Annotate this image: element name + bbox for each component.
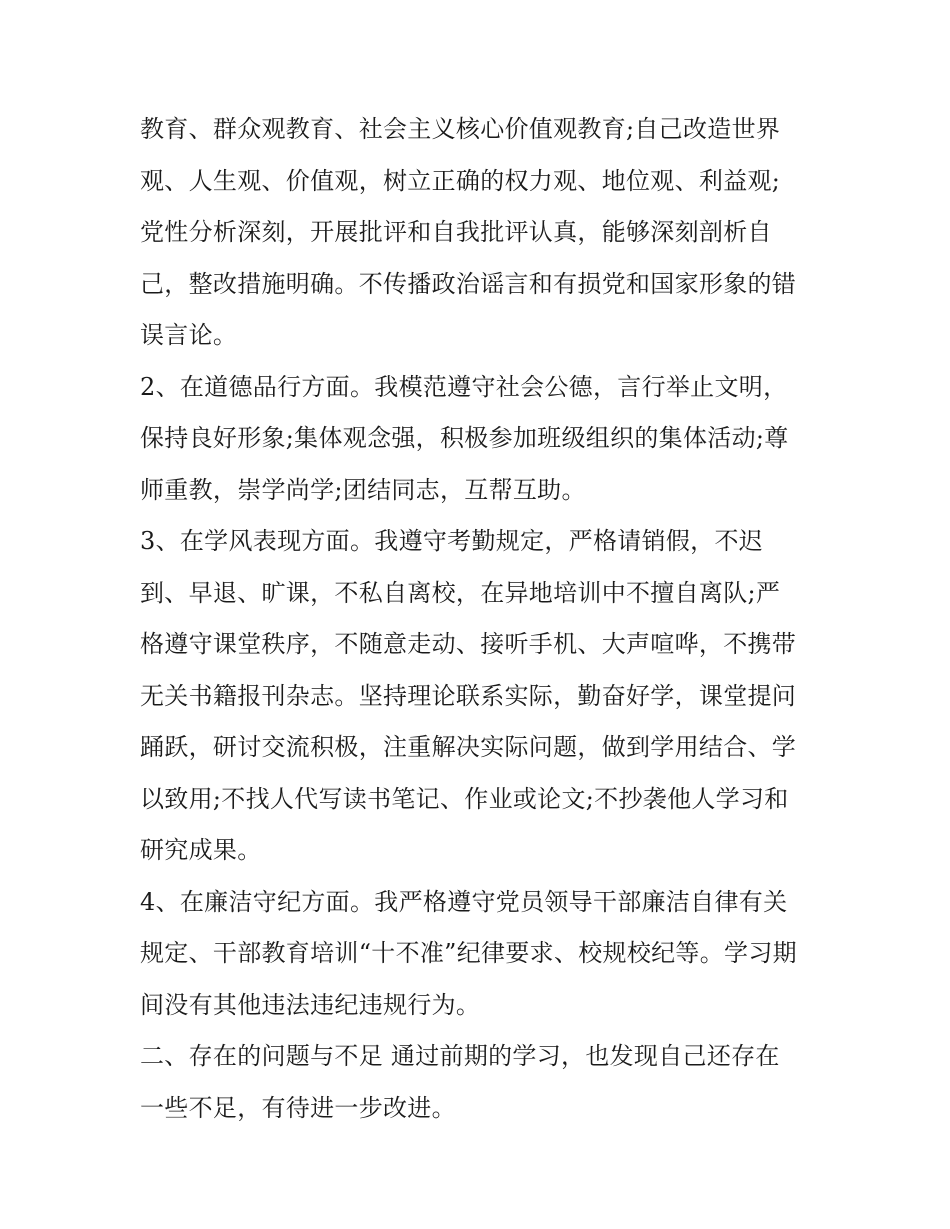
- text-line: 无关书籍报刊杂志。坚持理论联系实际，勤奋好学，课堂提问: [140, 681, 797, 710]
- text-line: 4、在廉洁守纪方面。我严格遵守党员领导干部廉洁自律有关: [140, 887, 788, 916]
- paragraph-integrity-discipline: [140, 877, 815, 1032]
- text-line: 规定、干部教育培训“十不准”纪律要求、校规校纪等。学习期: [140, 939, 797, 967]
- paragraph-moral-conduct: [140, 362, 815, 517]
- text-line: 研究成果。: [140, 836, 262, 864]
- text-line: 观、人生观、价值观，树立正确的权力观、地位观、利益观;: [140, 166, 781, 195]
- text-line: 师重教，崇学尚学;团结同志，互帮互助。: [140, 475, 586, 504]
- text-line: 一些不足，有待进一步改进。: [140, 1093, 456, 1122]
- paragraph-problems-shortcomings: [140, 1031, 815, 1134]
- text-line: 3、在学风表现方面。我遵守考勤规定，严格请销假，不迟: [140, 527, 764, 555]
- text-line: 以致用;不找人代写读书笔记、作业或论文;不抄袭他人学习和: [140, 784, 789, 813]
- text-line: 误言论。: [140, 321, 238, 349]
- text-line: 到、早退、旷课，不私自离校，在异地培训中不擅自离队;严: [140, 578, 781, 607]
- text-line: 二、存在的问题与不足 通过前期的学习，也发现自己还存在: [140, 1042, 780, 1070]
- text-line: 格遵守课堂秩序，不随意走动、接听手机、大声喧哗，不携带: [140, 630, 797, 658]
- text-line: 己，整改措施明确。不传播政治谣言和有损党和国家形象的错: [140, 269, 797, 298]
- text-line: 间没有其他违法违纪违规行为。: [140, 990, 481, 1019]
- paragraph-study-style: [140, 516, 815, 877]
- text-line: 踊跃，研讨交流积极，注重解决实际问题，做到学用结合、学: [140, 733, 797, 761]
- document-body: [140, 104, 815, 1134]
- paragraph-ideology-continued: [140, 104, 815, 362]
- text-line: 党性分析深刻，开展批评和自我批评认真，能够深刻剖析自: [140, 218, 772, 246]
- text-line: 保持良好形象;集体观念强，积极参加班级组织的集体活动;尊: [140, 424, 789, 452]
- text-line: 2、在道德品行方面。我模范遵守社会公德，言行举止文明，: [140, 372, 788, 401]
- text-line: 教育、群众观教育、社会主义核心价值观教育;自己改造世界: [140, 115, 781, 143]
